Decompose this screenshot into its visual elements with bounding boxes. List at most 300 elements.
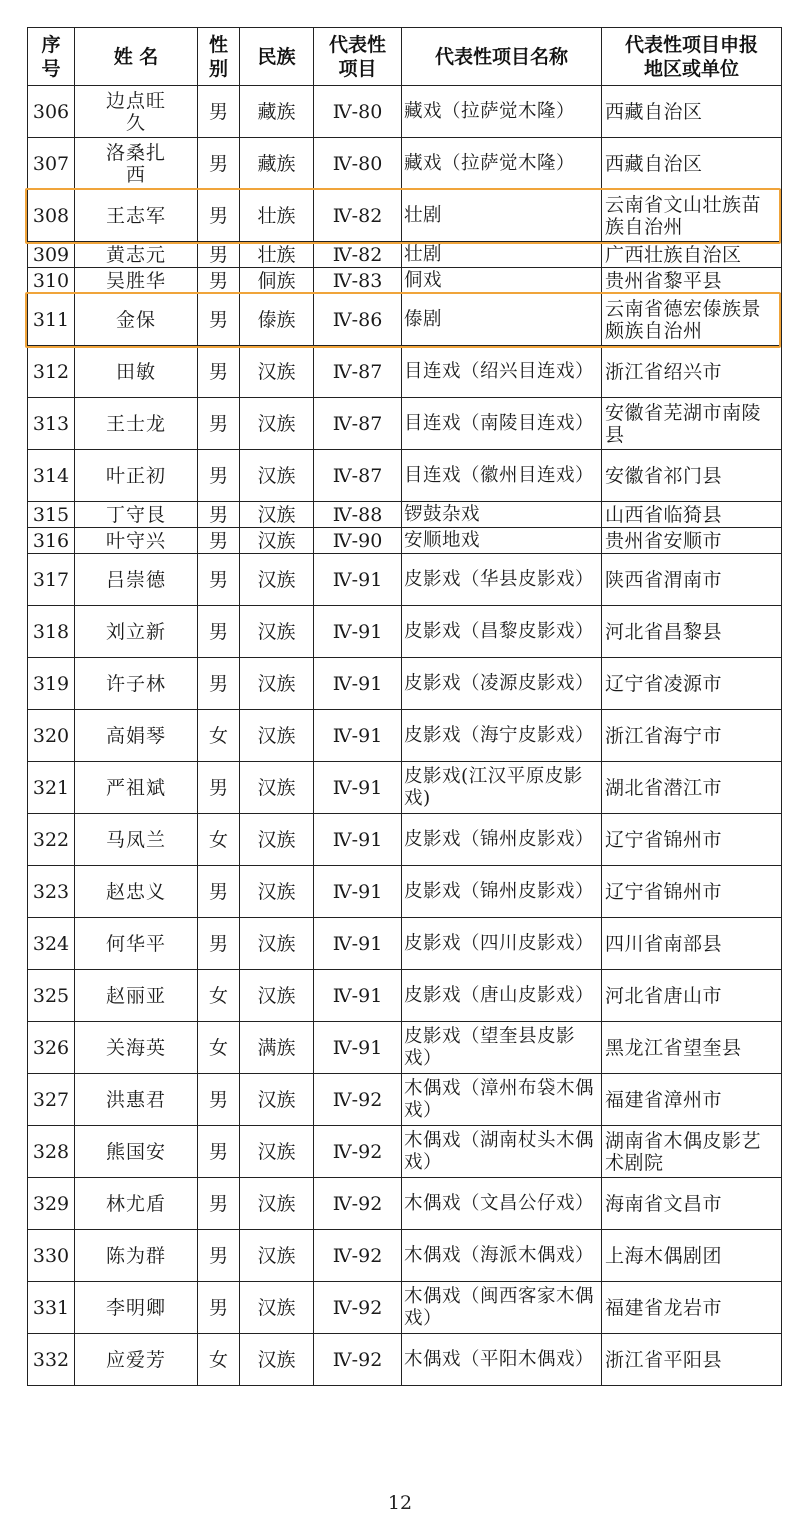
cell-seq <box>28 242 75 268</box>
page-number: 12 <box>387 1492 413 1514</box>
table-row <box>28 554 782 606</box>
cell-gender <box>198 268 240 294</box>
cell-seq <box>28 138 75 190</box>
cell-region-text: 贵州省黎平县 <box>605 269 723 292</box>
cell-seq-text: 321 <box>32 776 70 799</box>
cell-gender <box>198 658 240 710</box>
cell-project <box>402 190 602 242</box>
cell-project <box>402 268 602 294</box>
cell-region-text: 浙江省平阳县 <box>605 1348 723 1371</box>
cell-name <box>75 658 198 710</box>
cell-ethnicity-text: 汉族 <box>257 503 296 526</box>
cell-code <box>314 658 402 710</box>
cell-gender-text: 男 <box>208 1088 228 1111</box>
cell-seq-text: 309 <box>32 243 70 266</box>
cell-name-text: 王志军 <box>105 204 166 227</box>
cell-code-text: Ⅳ-91 <box>332 880 383 903</box>
cell-seq <box>28 1126 75 1178</box>
cell-region <box>602 710 782 762</box>
cell-name-text: 黄志元 <box>105 243 166 266</box>
cell-name <box>75 554 198 606</box>
cell-code-text: Ⅳ-80 <box>332 152 383 175</box>
cell-ethnicity <box>240 1178 314 1230</box>
cell-project <box>402 918 602 970</box>
cell-project-text: 皮影戏（锦州皮影戏） <box>404 880 595 902</box>
cell-name <box>75 242 198 268</box>
cell-name-text: 赵丽亚 <box>105 984 166 1007</box>
cell-ethnicity-text: 汉族 <box>257 1296 296 1319</box>
cell-project <box>402 814 602 866</box>
cell-gender <box>198 1022 240 1074</box>
cell-gender-text: 男 <box>208 672 228 695</box>
cell-gender-text: 男 <box>208 308 228 331</box>
cell-ethnicity <box>240 242 314 268</box>
cell-seq <box>28 762 75 814</box>
table-row <box>28 294 782 346</box>
cell-gender-text: 男 <box>208 880 228 903</box>
cell-ethnicity <box>240 138 314 190</box>
cell-project <box>402 866 602 918</box>
cell-name <box>75 502 198 528</box>
cell-gender <box>198 138 240 190</box>
cell-ethnicity-text: 汉族 <box>257 1244 296 1267</box>
table-body <box>28 86 782 1386</box>
cell-seq-text: 323 <box>32 880 70 903</box>
cell-region <box>602 86 782 138</box>
cell-ethnicity-text: 汉族 <box>257 412 296 435</box>
cell-code-text: Ⅳ-91 <box>332 568 383 591</box>
cell-project <box>402 710 602 762</box>
cell-ethnicity <box>240 866 314 918</box>
cell-ethnicity-text: 汉族 <box>257 360 296 383</box>
cell-region-text: 贵州省安顺市 <box>605 529 723 552</box>
cell-gender <box>198 450 240 502</box>
cell-seq <box>28 1022 75 1074</box>
cell-region-text: 上海木偶剧团 <box>605 1244 723 1267</box>
cell-code <box>314 502 402 528</box>
cell-project-text: 锣鼓杂戏 <box>404 503 481 525</box>
cell-gender <box>198 762 240 814</box>
cell-region <box>602 1334 782 1386</box>
cell-code <box>314 1178 402 1230</box>
cell-ethnicity-text: 汉族 <box>257 672 296 695</box>
cell-gender-text: 男 <box>208 412 228 435</box>
cell-region <box>602 450 782 502</box>
cell-seq-text: 317 <box>32 568 70 591</box>
cell-region <box>602 1282 782 1334</box>
cell-code <box>314 1022 402 1074</box>
cell-seq <box>28 528 75 554</box>
cell-project-text: 皮影戏（昌黎皮影戏） <box>404 620 595 642</box>
table-row <box>28 1126 782 1178</box>
cell-ethnicity-text: 壮族 <box>257 204 296 227</box>
cell-name <box>75 450 198 502</box>
cell-gender-text: 男 <box>208 1192 228 1215</box>
cell-project <box>402 1074 602 1126</box>
cell-seq-text: 322 <box>32 828 70 851</box>
table-row <box>28 866 782 918</box>
cell-region <box>602 242 782 268</box>
cell-code <box>314 762 402 814</box>
cell-code <box>314 710 402 762</box>
cell-gender <box>198 1126 240 1178</box>
cell-name-text: 赵忠义 <box>105 880 166 903</box>
cell-region <box>602 866 782 918</box>
cell-ethnicity <box>240 1022 314 1074</box>
table-row <box>28 1178 782 1230</box>
table-row <box>28 762 782 814</box>
cell-region-text: 广西壮族自治区 <box>605 243 742 266</box>
cell-code-text: Ⅳ-90 <box>332 529 383 552</box>
table-row <box>28 398 782 450</box>
cell-ethnicity-text: 汉族 <box>257 776 296 799</box>
cell-code-text: Ⅳ-91 <box>332 828 383 851</box>
cell-gender-text: 男 <box>208 776 228 799</box>
cell-name <box>75 1126 198 1178</box>
cell-gender-text: 男 <box>208 464 228 487</box>
cell-region <box>602 658 782 710</box>
header-name: 姓 名 <box>75 28 198 86</box>
cell-name-text: 洪惠君 <box>105 1088 166 1111</box>
table-row <box>28 1022 782 1074</box>
cell-gender <box>198 970 240 1022</box>
cell-project <box>402 1282 602 1334</box>
cell-gender-text: 女 <box>208 1036 228 1059</box>
cell-project-text: 傣剧 <box>404 308 443 330</box>
cell-name <box>75 190 198 242</box>
cell-ethnicity <box>240 190 314 242</box>
table-row <box>28 268 782 294</box>
cell-code-text: Ⅳ-91 <box>332 1036 383 1059</box>
cell-code-text: Ⅳ-91 <box>332 620 383 643</box>
cell-name <box>75 1282 198 1334</box>
header-gender: 性别 <box>198 28 240 86</box>
cell-ethnicity-text: 汉族 <box>257 1192 296 1215</box>
cell-name-text: 陈为群 <box>105 1244 166 1267</box>
cell-region <box>602 190 782 242</box>
cell-region <box>602 1178 782 1230</box>
cell-region <box>602 294 782 346</box>
cell-project <box>402 294 602 346</box>
cell-name-text: 何华平 <box>105 932 166 955</box>
cell-region-text: 辽宁省凌源市 <box>605 672 723 695</box>
cell-ethnicity <box>240 1230 314 1282</box>
cell-ethnicity <box>240 1126 314 1178</box>
cell-code-text: Ⅳ-92 <box>332 1296 383 1319</box>
cell-region <box>602 814 782 866</box>
cell-name-text: 王士龙 <box>105 412 166 435</box>
table-row <box>28 970 782 1022</box>
cell-region <box>602 502 782 528</box>
cell-seq-text: 308 <box>32 204 70 227</box>
cell-region-text: 辽宁省锦州市 <box>605 880 723 903</box>
cell-gender <box>198 242 240 268</box>
cell-name <box>75 918 198 970</box>
cell-gender <box>198 554 240 606</box>
cell-project <box>402 606 602 658</box>
cell-seq <box>28 86 75 138</box>
table-row <box>28 814 782 866</box>
cell-region <box>602 1022 782 1074</box>
cell-code <box>314 346 402 398</box>
cell-code <box>314 450 402 502</box>
cell-name-text: 应爱芳 <box>105 1348 166 1371</box>
cell-gender-text: 男 <box>208 1296 228 1319</box>
table-row <box>28 190 782 242</box>
cell-region-text: 海南省文昌市 <box>605 1192 723 1215</box>
cell-name <box>75 606 198 658</box>
cell-region-text: 陕西省渭南市 <box>605 568 723 591</box>
cell-project <box>402 1126 602 1178</box>
cell-gender <box>198 528 240 554</box>
cell-code <box>314 528 402 554</box>
cell-code <box>314 86 402 138</box>
cell-ethnicity-text: 壮族 <box>257 243 296 266</box>
cell-name-text: 边点旺久 <box>105 89 166 134</box>
cell-name <box>75 528 198 554</box>
cell-project <box>402 502 602 528</box>
cell-name <box>75 346 198 398</box>
cell-name-text: 刘立新 <box>105 620 166 643</box>
cell-code-text: Ⅳ-92 <box>332 1088 383 1111</box>
table-row <box>28 918 782 970</box>
cell-name-text: 叶正初 <box>105 464 166 487</box>
cell-region <box>602 1230 782 1282</box>
cell-project <box>402 554 602 606</box>
cell-name <box>75 398 198 450</box>
cell-region <box>602 970 782 1022</box>
cell-gender-text: 女 <box>208 724 228 747</box>
cell-gender-text: 男 <box>208 568 228 591</box>
cell-ethnicity-text: 侗族 <box>257 269 296 292</box>
header-seq: 序号 <box>28 28 75 86</box>
cell-seq <box>28 1230 75 1282</box>
inheritor-table <box>27 27 782 1386</box>
cell-project-text: 皮影戏（四川皮影戏） <box>404 932 595 954</box>
cell-code-text: Ⅳ-80 <box>332 100 383 123</box>
cell-project-text: 壮剧 <box>404 204 443 226</box>
table-header-row <box>28 28 782 86</box>
cell-seq-text: 320 <box>32 724 70 747</box>
header-region: 代表性项目申报地区或单位 <box>602 28 782 86</box>
cell-seq-text: 311 <box>32 308 70 331</box>
cell-code <box>314 814 402 866</box>
header-code: 代表性项目 <box>314 28 402 86</box>
cell-project-text: 侗戏 <box>404 269 443 291</box>
cell-name-text: 高娟琴 <box>105 724 166 747</box>
cell-seq-text: 328 <box>32 1140 70 1163</box>
cell-name <box>75 762 198 814</box>
cell-name-text: 吕崇德 <box>105 568 166 591</box>
table-row <box>28 138 782 190</box>
table-row <box>28 606 782 658</box>
cell-seq <box>28 450 75 502</box>
cell-name-text: 金保 <box>115 308 156 331</box>
cell-code-text: Ⅳ-82 <box>332 243 383 266</box>
cell-ethnicity <box>240 86 314 138</box>
cell-region-text: 云南省德宏傣族景颇族自治州 <box>605 297 762 342</box>
cell-project-text: 木偶戏（海派木偶戏） <box>404 1244 595 1266</box>
cell-gender-text: 男 <box>208 529 228 552</box>
cell-project-text: 木偶戏（漳州布袋木偶戏） <box>404 1077 595 1121</box>
cell-region-text: 浙江省绍兴市 <box>605 360 723 383</box>
cell-seq <box>28 190 75 242</box>
cell-gender <box>198 1230 240 1282</box>
cell-seq-text: 307 <box>32 152 70 175</box>
cell-project-text: 壮剧 <box>404 243 443 265</box>
table-row <box>28 1074 782 1126</box>
cell-seq-text: 316 <box>32 529 70 552</box>
cell-project-text: 藏戏（拉萨觉木隆） <box>404 100 576 122</box>
cell-region <box>602 1126 782 1178</box>
cell-code <box>314 970 402 1022</box>
cell-gender-text: 男 <box>208 204 228 227</box>
cell-gender <box>198 1282 240 1334</box>
cell-name-text: 关海英 <box>105 1036 166 1059</box>
cell-ethnicity-text: 藏族 <box>257 100 296 123</box>
cell-ethnicity <box>240 398 314 450</box>
cell-name-text: 洛桑扎西 <box>105 141 166 186</box>
cell-code-text: Ⅳ-91 <box>332 672 383 695</box>
cell-gender-text: 男 <box>208 152 228 175</box>
cell-project-text: 木偶戏（平阳木偶戏） <box>404 1348 595 1370</box>
cell-name-text: 严祖斌 <box>105 776 166 799</box>
cell-code-text: Ⅳ-91 <box>332 724 383 747</box>
cell-code <box>314 268 402 294</box>
cell-seq <box>28 1074 75 1126</box>
cell-project-text: 皮影戏（锦州皮影戏） <box>404 828 595 850</box>
cell-name <box>75 814 198 866</box>
table-row <box>28 86 782 138</box>
cell-ethnicity-text: 汉族 <box>257 984 296 1007</box>
cell-region-text: 云南省文山壮族苗族自治州 <box>605 193 762 238</box>
cell-name-text: 田敏 <box>115 360 156 383</box>
cell-gender-text: 男 <box>208 932 228 955</box>
cell-gender <box>198 294 240 346</box>
cell-region-text: 四川省南部县 <box>605 932 723 955</box>
cell-code-text: Ⅳ-91 <box>332 932 383 955</box>
cell-seq <box>28 346 75 398</box>
cell-code <box>314 398 402 450</box>
cell-ethnicity-text: 汉族 <box>257 724 296 747</box>
cell-project-text: 皮影戏（唐山皮影戏） <box>404 984 595 1006</box>
cell-name-text: 吴胜华 <box>105 269 166 292</box>
cell-region-text: 浙江省海宁市 <box>605 724 723 747</box>
cell-project <box>402 1178 602 1230</box>
table-row <box>28 1282 782 1334</box>
cell-name-text: 马凤兰 <box>105 828 166 851</box>
cell-seq-text: 326 <box>32 1036 70 1059</box>
cell-project-text: 皮影戏(江汉平原皮影戏) <box>404 765 583 809</box>
cell-gender <box>198 1334 240 1386</box>
cell-gender-text: 女 <box>208 828 228 851</box>
cell-project <box>402 346 602 398</box>
cell-ethnicity <box>240 814 314 866</box>
cell-code-text: Ⅳ-87 <box>332 360 383 383</box>
cell-name-text: 李明卿 <box>105 1296 166 1319</box>
cell-ethnicity <box>240 606 314 658</box>
cell-seq <box>28 710 75 762</box>
cell-region-text: 安徽省芜湖市南陵县 <box>605 401 762 446</box>
cell-seq <box>28 814 75 866</box>
cell-project-text: 皮影戏（华县皮影戏） <box>404 568 595 590</box>
cell-project-text: 木偶戏（文昌公仔戏） <box>404 1192 595 1214</box>
cell-region <box>602 554 782 606</box>
cell-project <box>402 398 602 450</box>
cell-code-text: Ⅳ-92 <box>332 1140 383 1163</box>
cell-ethnicity-text: 汉族 <box>257 620 296 643</box>
cell-ethnicity <box>240 450 314 502</box>
cell-code <box>314 606 402 658</box>
cell-region <box>602 762 782 814</box>
cell-name <box>75 1230 198 1282</box>
cell-ethnicity-text: 汉族 <box>257 568 296 591</box>
cell-seq-text: 319 <box>32 672 70 695</box>
cell-project <box>402 242 602 268</box>
cell-ethnicity <box>240 1334 314 1386</box>
cell-code <box>314 1334 402 1386</box>
cell-seq-text: 306 <box>32 100 70 123</box>
cell-name <box>75 138 198 190</box>
cell-gender-text: 男 <box>208 243 228 266</box>
cell-name <box>75 86 198 138</box>
cell-region <box>602 918 782 970</box>
cell-seq <box>28 658 75 710</box>
cell-name <box>75 294 198 346</box>
table-row <box>28 242 782 268</box>
cell-name <box>75 1022 198 1074</box>
cell-seq <box>28 1282 75 1334</box>
cell-gender-text: 男 <box>208 1244 228 1267</box>
cell-name <box>75 866 198 918</box>
cell-gender-text: 男 <box>208 269 228 292</box>
cell-seq <box>28 1334 75 1386</box>
cell-ethnicity <box>240 762 314 814</box>
cell-ethnicity <box>240 502 314 528</box>
cell-code-text: Ⅳ-86 <box>332 308 383 331</box>
cell-project <box>402 1022 602 1074</box>
cell-seq <box>28 606 75 658</box>
table-row <box>28 1334 782 1386</box>
cell-region-text: 西藏自治区 <box>605 100 703 123</box>
cell-code-text: Ⅳ-83 <box>332 269 383 292</box>
cell-project-text: 目连戏（绍兴目连戏） <box>404 360 595 382</box>
cell-code-text: Ⅳ-82 <box>332 204 383 227</box>
cell-ethnicity <box>240 268 314 294</box>
cell-name <box>75 1334 198 1386</box>
table-row <box>28 502 782 528</box>
cell-gender <box>198 398 240 450</box>
cell-project <box>402 86 602 138</box>
cell-ethnicity <box>240 554 314 606</box>
cell-seq-text: 310 <box>32 269 70 292</box>
cell-region <box>602 398 782 450</box>
cell-name-text: 许子林 <box>105 672 166 695</box>
cell-project <box>402 450 602 502</box>
cell-seq-text: 315 <box>32 503 70 526</box>
cell-region-text: 河北省唐山市 <box>605 984 723 1007</box>
cell-name-text: 林尤盾 <box>105 1192 166 1215</box>
cell-region <box>602 268 782 294</box>
cell-project-text: 安顺地戏 <box>404 529 481 551</box>
cell-ethnicity <box>240 918 314 970</box>
cell-code <box>314 242 402 268</box>
cell-ethnicity-text: 汉族 <box>257 828 296 851</box>
cell-ethnicity <box>240 346 314 398</box>
cell-seq-text: 329 <box>32 1192 70 1215</box>
cell-region-text: 福建省漳州市 <box>605 1088 723 1111</box>
cell-ethnicity-text: 汉族 <box>257 1140 296 1163</box>
